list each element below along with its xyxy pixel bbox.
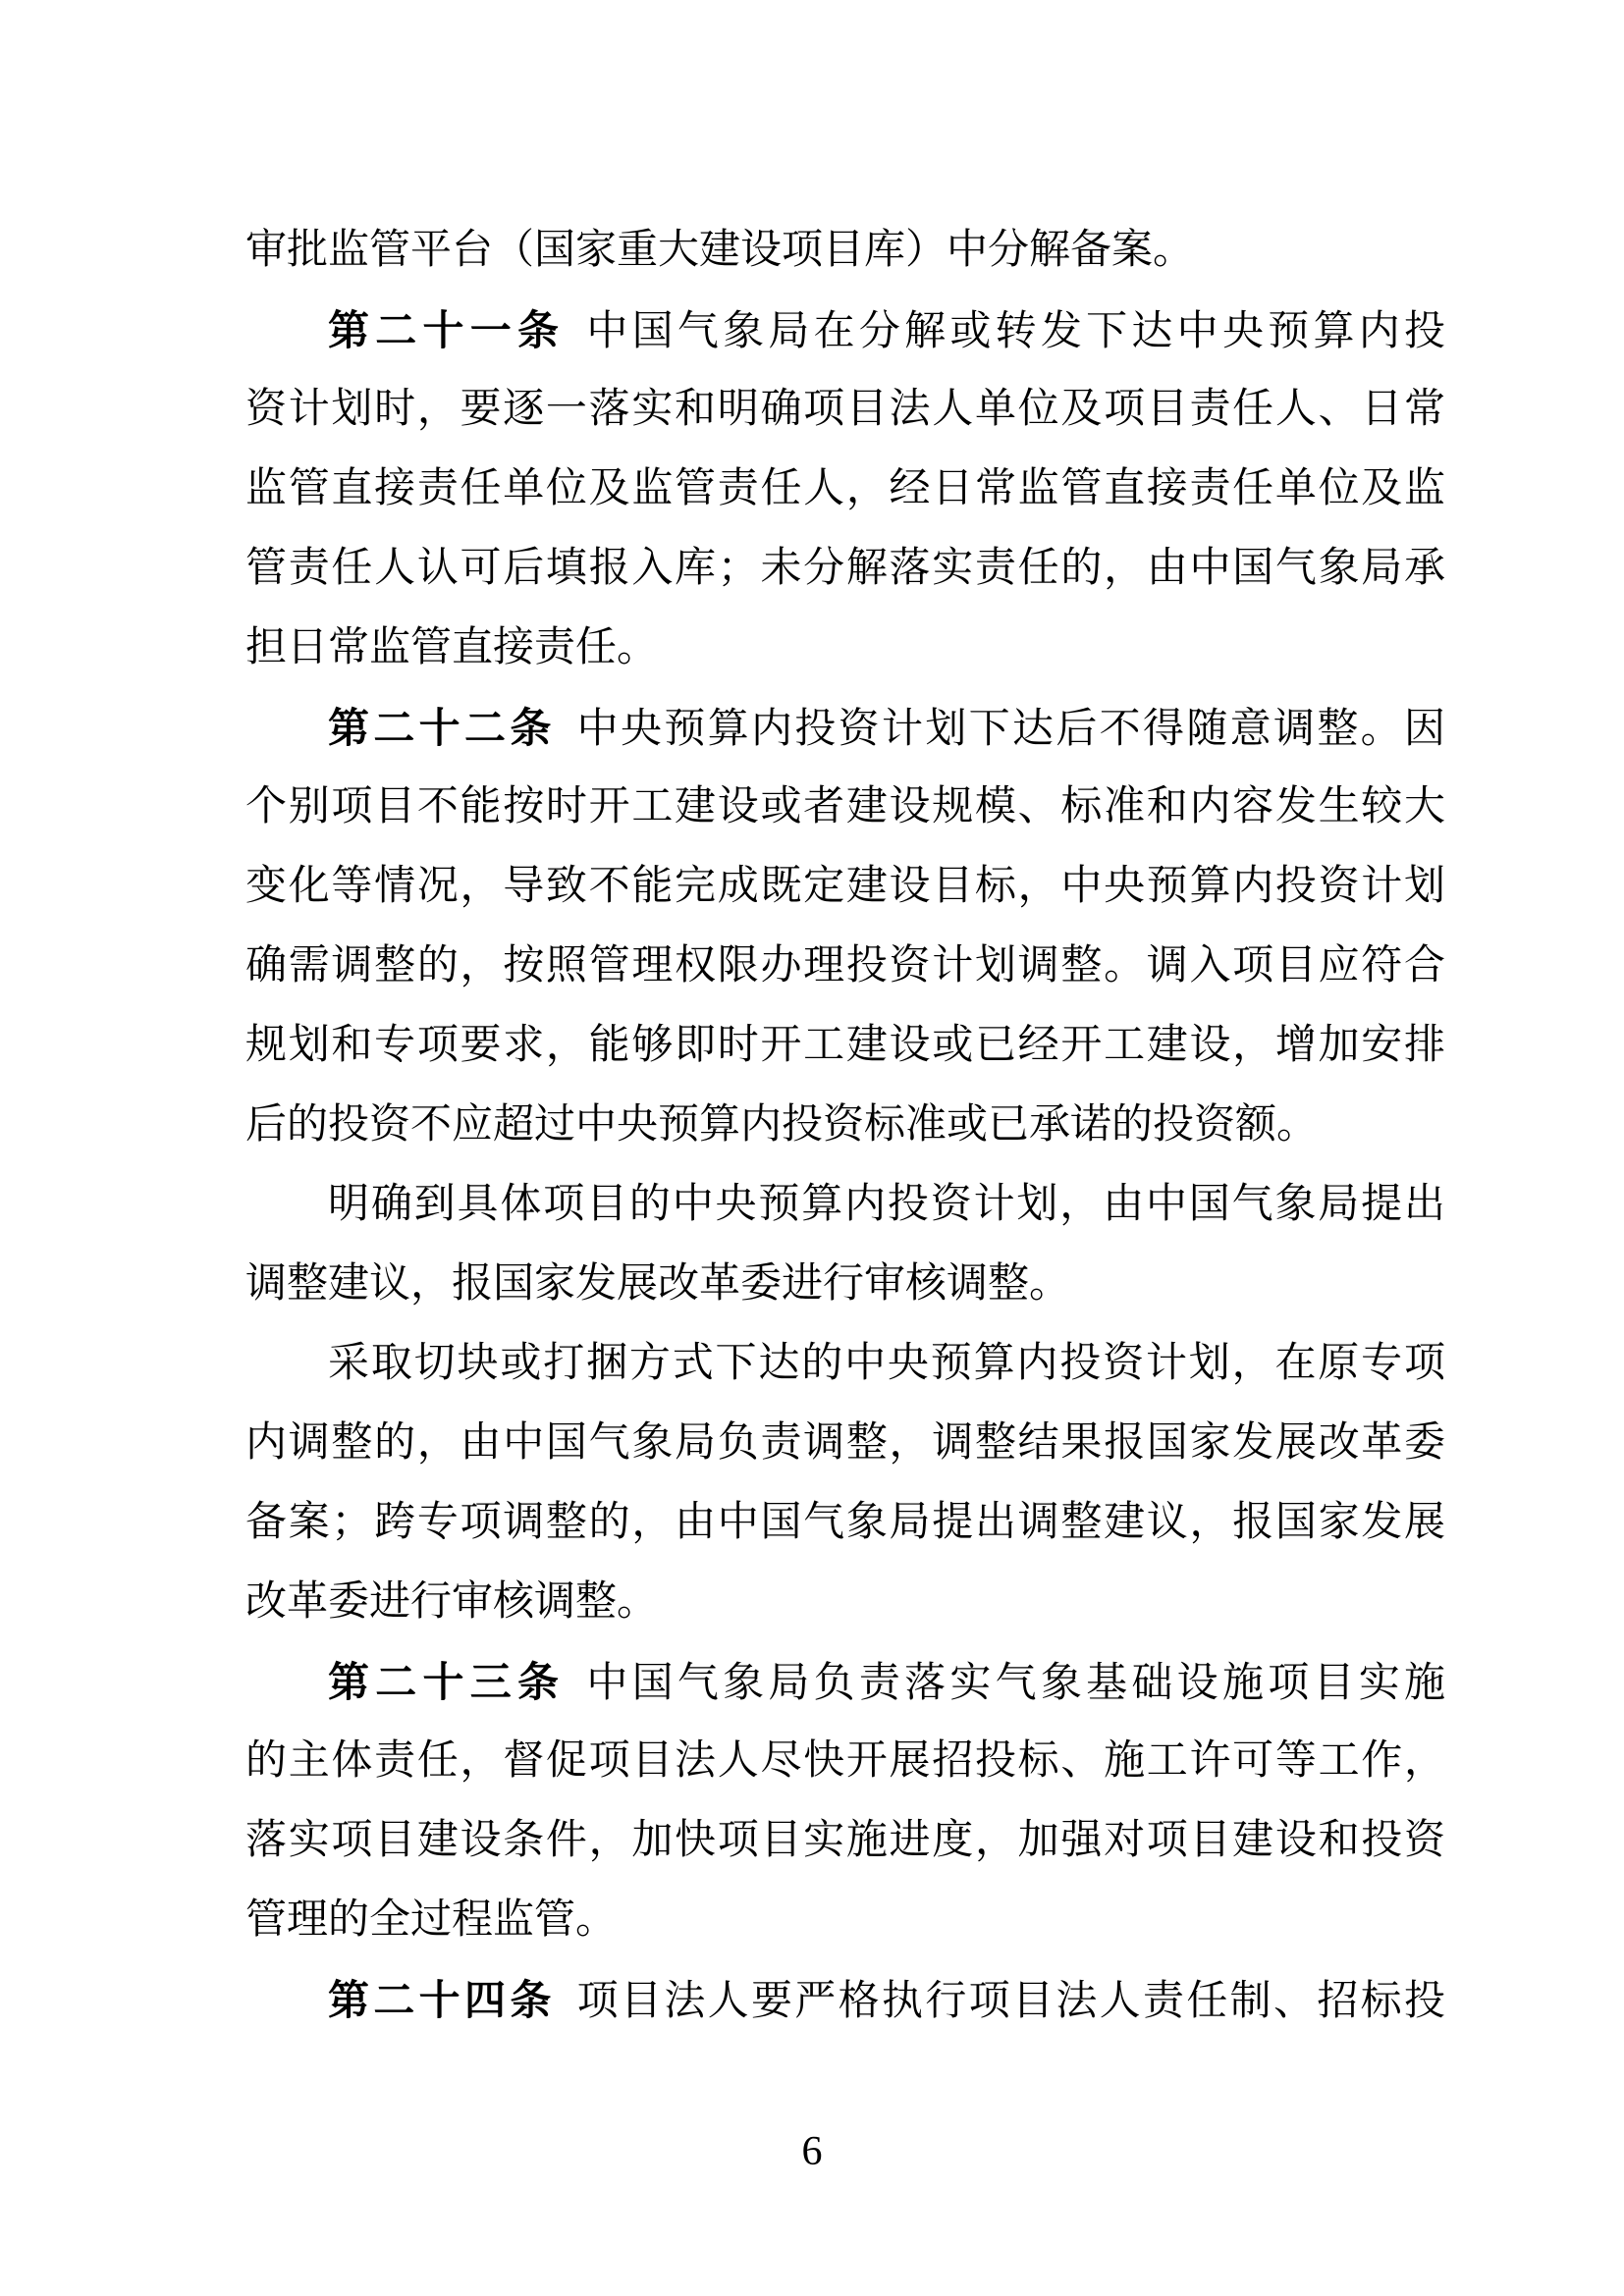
- text-line: [245, 609, 1445, 688]
- line-text: 改革委进行审核调整。: [245, 1579, 659, 1625]
- text-line: [245, 1086, 1445, 1165]
- line-text: 落实项目建设条件，加快项目实施进度，加强对项目建设和投资: [245, 1818, 1445, 1863]
- text-line: [245, 768, 1445, 847]
- text-line: [245, 1881, 1445, 1960]
- text-line: [245, 1245, 1445, 1324]
- line-text: 监管直接责任单位及监管责任人，经日常监管直接责任单位及监: [245, 466, 1445, 511]
- line-text: 备案；跨专项调整的，由中国气象局提出调整建议，报国家发展: [245, 1500, 1445, 1545]
- text-line: [245, 529, 1445, 609]
- text-line: [245, 927, 1445, 1006]
- text-line: [245, 1801, 1445, 1881]
- text-line: [245, 450, 1445, 529]
- text-line: [245, 1404, 1445, 1483]
- text-line: [245, 211, 1445, 291]
- text-line: [245, 1324, 1445, 1404]
- page-number: 6: [801, 2129, 823, 2174]
- line-text: 管责任人认可后填报入库；未分解落实责任的，由中国气象局承: [245, 546, 1445, 591]
- text-line: [245, 1165, 1445, 1245]
- text-line: [245, 688, 1445, 768]
- line-text: 规划和专项要求，能够即时开工建设或已经开工建设，增加安排: [245, 1023, 1445, 1068]
- text-line: [245, 847, 1445, 927]
- line-text: 确需调整的，按照管理权限办理投资计划调整。调入项目应符合: [245, 943, 1445, 988]
- article-number: 第二十三条: [328, 1659, 566, 1705]
- line-text: 明确到具体项目的中央预算内投资计划，由中国气象局提出: [328, 1182, 1445, 1227]
- line-text: 变化等情况，导致不能完成既定建设目标，中央预算内投资计划: [245, 864, 1445, 909]
- line-text: 项目法人要严格执行项目法人责任制、招标投: [576, 1979, 1445, 2024]
- text-line: [245, 291, 1445, 370]
- line-text: 的主体责任，督促项目法人尽快开展招投标、施工许可等工作，: [245, 1738, 1445, 1784]
- text-line: [245, 1722, 1445, 1801]
- article-number: 第二十一条: [328, 307, 566, 353]
- article-number: 第二十四条: [328, 1977, 556, 2023]
- line-text: 后的投资不应超过中央预算内投资标准或已承诺的投资额。: [245, 1102, 1319, 1148]
- line-text: 中国气象局在分解或转发下达中央预算内投: [586, 309, 1445, 354]
- text-line: [245, 1483, 1445, 1563]
- line-text: 中国气象局负责落实气象基础设施项目实施: [586, 1661, 1445, 1706]
- document-body: [245, 211, 1445, 2040]
- line-text: 资计划时，要逐一落实和明确项目法人单位及项目责任人、日常: [245, 387, 1445, 432]
- line-text: 内调整的，由中国气象局负责调整，调整结果报国家发展改革委: [245, 1420, 1445, 1466]
- line-text: 担日常监管直接责任。: [245, 625, 659, 670]
- text-line: [245, 370, 1445, 450]
- article-number: 第二十二条: [328, 705, 556, 751]
- text-line: [245, 1563, 1445, 1642]
- line-text: 调整建议，报国家发展改革委进行审核调整。: [245, 1261, 1071, 1307]
- text-line: [245, 1642, 1445, 1722]
- line-text: 采取切块或打捆方式下达的中央预算内投资计划，在原专项: [328, 1341, 1445, 1386]
- line-text: 管理的全过程监管。: [245, 1897, 618, 1943]
- text-line: [245, 1006, 1445, 1086]
- line-text: 个别项目不能按时开工建设或者建设规模、标准和内容发生较大: [245, 784, 1445, 829]
- line-text: 审批监管平台（国家重大建设项目库）中分解备案。: [245, 228, 1195, 273]
- line-text: 中央预算内投资计划下达后不得随意调整。因: [576, 707, 1445, 752]
- text-line: [245, 1960, 1445, 2040]
